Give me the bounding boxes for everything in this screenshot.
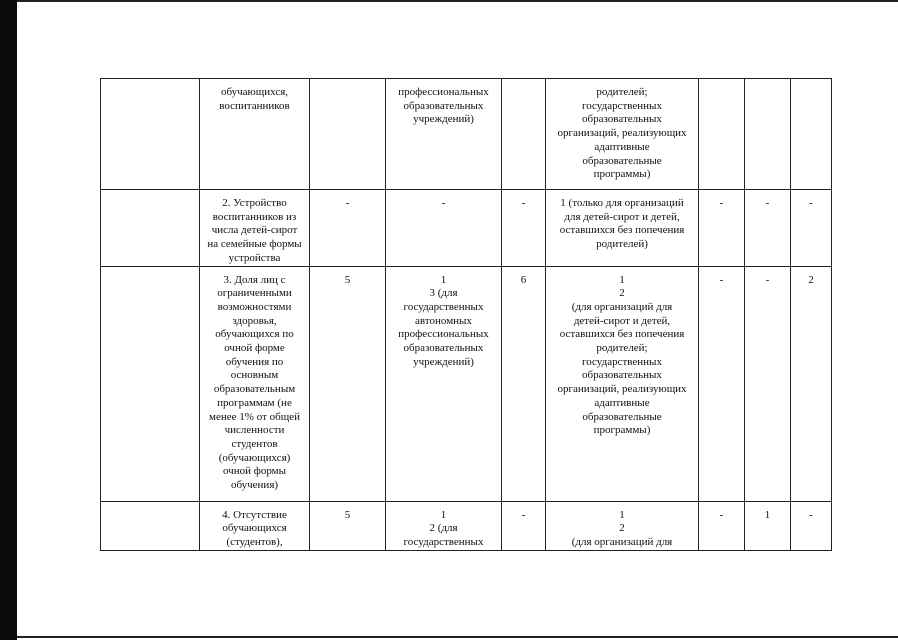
- table-row: [101, 190, 832, 267]
- table-row: [101, 266, 832, 501]
- table-cell: [101, 190, 200, 267]
- table-cell: [502, 79, 546, 190]
- table-cell: 1 3 (для государственных автономных профессиональных образовательных учреждений): [386, 266, 502, 501]
- table-cell: 1 (только для организаций для детей-сирот и детей, оставшихся без попечения родителей): [546, 190, 699, 267]
- table-cell: [310, 79, 386, 190]
- table-cell: профессиональных образовательных учреждений): [386, 79, 502, 190]
- table-cell: 5: [310, 501, 386, 550]
- table-cell: [791, 79, 832, 190]
- table-cell: -: [502, 501, 546, 550]
- table-cell: 3. Доля лиц с ограниченными возможностями здоровья, обучающихся по очной форме обучения по основным образовательным программам (не менее 1% от общей численности студентов (обучающихся) очной формы обучения): [200, 266, 310, 501]
- table-cell: 1: [745, 501, 791, 550]
- table-cell: -: [699, 266, 745, 501]
- table-cell: 1 2 (для организаций для детей-сирот и детей, оставшихся без попечения родителей; государственных образовательных организаций, реализующих адаптивные образовательные программы): [546, 266, 699, 501]
- table-cell: родителей; государственных образовательных организаций, реализующих адаптивные образовательные программы): [546, 79, 699, 190]
- table-cell: -: [386, 190, 502, 267]
- table-cell: -: [791, 190, 832, 267]
- table-cell: 2. Устройство воспитанников из числа детей-сирот на семейные формы устройства: [200, 190, 310, 267]
- table-cell: 4. Отсутствие обучающихся (студентов),: [200, 501, 310, 550]
- table-cell: 2: [791, 266, 832, 501]
- table-cell: -: [502, 190, 546, 267]
- table-row: [101, 501, 832, 550]
- table-row: [101, 79, 832, 190]
- scan-left-border: [0, 0, 17, 640]
- table-cell: [101, 79, 200, 190]
- table-cell: 5: [310, 266, 386, 501]
- table-cell: -: [791, 501, 832, 550]
- scan-top-edge: [17, 0, 898, 2]
- scan-bottom-edge: [17, 636, 898, 638]
- table-cell: [699, 79, 745, 190]
- table-cell: -: [699, 190, 745, 267]
- criteria-table: [100, 78, 832, 551]
- table-cell: -: [745, 266, 791, 501]
- table-cell: 1 2 (для государственных: [386, 501, 502, 550]
- table-cell: [101, 501, 200, 550]
- table-cell: [745, 79, 791, 190]
- table-cell: -: [310, 190, 386, 267]
- table-cell: обучающихся, воспитанников: [200, 79, 310, 190]
- table-cell: 6: [502, 266, 546, 501]
- table-cell: -: [745, 190, 791, 267]
- table-cell: [101, 266, 200, 501]
- table-cell: -: [699, 501, 745, 550]
- table-cell: 1 2 (для организаций для: [546, 501, 699, 550]
